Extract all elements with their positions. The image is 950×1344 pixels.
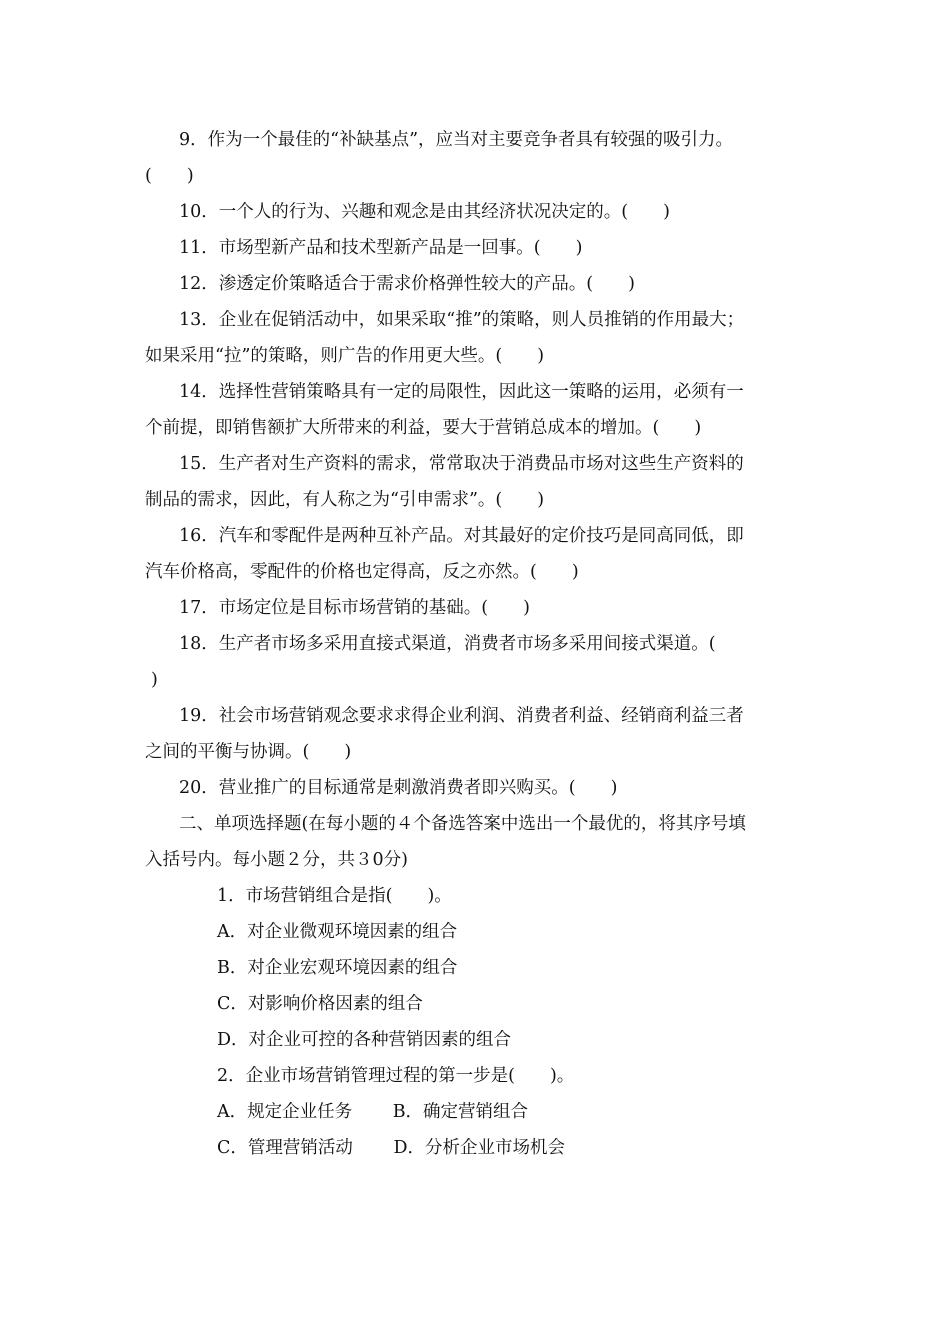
question-19-line: 19．社会市场营销观念要求求得企业利润、消费者利益、经销商利益三者 — [179, 706, 744, 726]
mc-question-1-option-a: A．对企业微观环境因素的组合 — [217, 922, 458, 942]
question-18-bracket: ) — [151, 670, 158, 690]
mc-question-2-options-cd: C．管理营销活动 D．分析企业市场机会 — [217, 1138, 565, 1158]
mc-question-1-option-b: B．对企业宏观环境因素的组合 — [217, 958, 458, 978]
question-10-line: 10．一个人的行为、兴趣和观念是由其经济状况决定的。( ) — [179, 202, 670, 222]
section-2-heading: 二、单项选择题(在每小题的４个备选答案中选出一个最优的，将其序号填 — [179, 814, 746, 834]
question-15-line: 15．生产者对生产资料的需求，常常取决于消费品市场对这些生产资料的 — [179, 454, 744, 474]
question-11-line: 11．市场型新产品和技术型新产品是一回事。( ) — [179, 238, 583, 258]
question-15-continued: 制品的需求，因此，有人称之为“引申需求”。( ) — [145, 490, 545, 510]
question-17-line: 17．市场定位是目标市场营销的基础。( ) — [179, 598, 530, 618]
question-16-line: 16．汽车和零配件是两种互补产品。对其最好的定价技巧是同高同低，即 — [179, 526, 744, 546]
question-14-line: 14．选择性营销策略具有一定的局限性，因此这一策略的运用，必须有一 — [179, 382, 744, 402]
mc-question-1-option-c: C．对影响价格因素的组合 — [217, 994, 423, 1014]
question-9-line: 9．作为一个最佳的“补缺基点”，应当对主要竞争者具有较强的吸引力。 — [179, 130, 734, 150]
question-18-line: 18．生产者市场多采用直接式渠道，消费者市场多采用间接式渠道。( — [179, 634, 716, 654]
question-14-continued: 个前提，即销售额扩大所带来的利益，要大于营销总成本的增加。( ) — [145, 418, 702, 438]
question-20-line: 20．营业推广的目标通常是刺激消费者即兴购买。( ) — [179, 778, 618, 798]
mc-question-2-options-ab: A．规定企业任务 B．确定营销组合 — [217, 1102, 529, 1122]
mc-question-2: 2．企业市场营销管理过程的第一步是( )。 — [217, 1066, 575, 1086]
question-9-bracket: ( ) — [145, 166, 194, 186]
question-12-line: 12．渗透定价策略适合于需求价格弹性较大的产品。( ) — [179, 274, 635, 294]
mc-question-1-option-d: D．对企业可控的各种营销因素的组合 — [217, 1030, 512, 1050]
question-13-continued: 如果采用“拉”的策略，则广告的作用更大些。( ) — [145, 346, 545, 366]
question-16-continued: 汽车价格高，零配件的价格也定得高，反之亦然。( ) — [145, 562, 579, 582]
section-2-heading-continued: 入括号内。每小题２分，共３0分) — [145, 850, 408, 870]
page-content — [145, 122, 810, 1166]
question-19-continued: 之间的平衡与协调。( ) — [145, 742, 352, 762]
mc-question-1: 1．市场营销组合是指( )。 — [217, 886, 452, 906]
question-13-line: 13．企业在促销活动中，如果采取“推”的策略，则人员推销的作用最大； — [179, 310, 745, 330]
